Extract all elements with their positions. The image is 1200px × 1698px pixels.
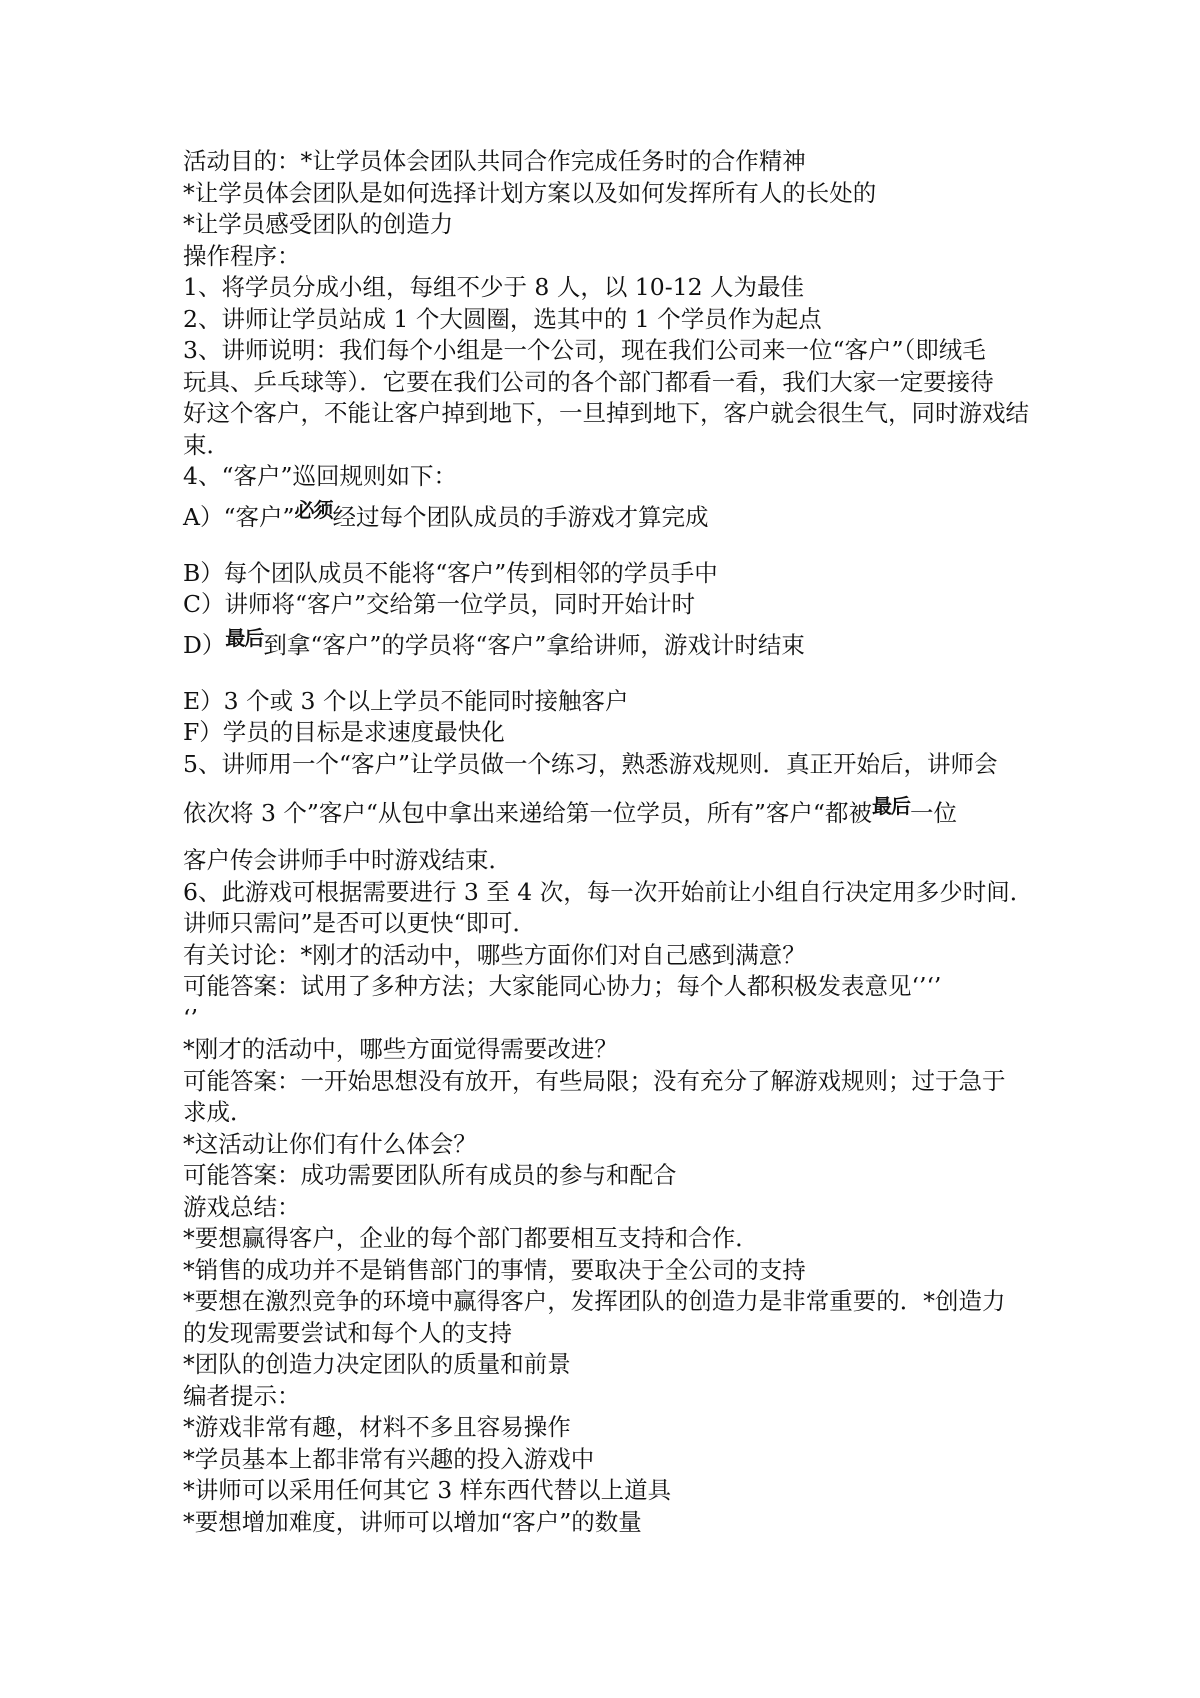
text-line: 活动目的：*让学员体会团队共同合作完成任务时的合作精神 <box>183 147 806 175</box>
text-line: *要想赢得客户，企业的每个部门都要相互支持和合作． <box>183 1224 759 1252</box>
text-line: *团队的创造力决定团队的质量和前景 <box>183 1350 571 1378</box>
text-line: *这活动让你们有什么体会？ <box>183 1129 477 1158</box>
text-line: *游戏非常有趣，材料不多且容易操作 <box>183 1413 571 1441</box>
text-line: *刚才的活动中，哪些方面觉得需要改进？ <box>183 1035 618 1063</box>
text-line: 操作程序： <box>183 241 301 270</box>
text-line: 6、此游戏可根据需要进行 3 至 4 次，每一次开始前让小组自行决定用多少时间． <box>183 877 1034 906</box>
rule-a-prefix: A）“客户” <box>183 502 295 531</box>
text-line: 4、“客户”巡回规则如下： <box>183 462 457 490</box>
text-line: 1、将学员分成小组，每组不少于 8 人，以 10-12 人为最佳 <box>183 273 805 301</box>
inline-image-text: 最后 <box>225 625 264 650</box>
text-line: 可能答案：成功需要团队所有成员的参与和配合 <box>183 1161 677 1189</box>
spacer <box>183 542 1043 558</box>
text-line: 求成． <box>183 1098 254 1126</box>
step-5-line <box>183 790 1043 837</box>
rule-a-text: 经过每个团队成员的手游戏才算完成 <box>332 502 709 531</box>
rule-b: B）每个团队成员不能将“客户”传到相邻的学员手中 <box>183 558 718 587</box>
text-line: *学员基本上都非常有兴趣的投入游戏中 <box>183 1444 595 1473</box>
text-line: 2、讲师让学员站成 1 个大圆圈，选其中的 1 个学员作为起点 <box>183 304 822 333</box>
text-line: 好这个客户，不能让客户掉到地下，一旦掉到地下，客户就会很生气，同时游戏结 <box>183 399 1029 427</box>
step-5-line: 客户传会讲师手中时游戏结束． <box>183 846 512 874</box>
text-line: *销售的成功并不是销售部门的事情，要取决于全公司的支持 <box>183 1255 806 1284</box>
text-line: *要想在激烈竞争的环境中赢得客户，发挥团队的创造力是非常重要的．*创造力 <box>183 1287 1006 1315</box>
step-5-line: 5、讲师用一个“客户”让学员做一个练习，熟悉游戏规则．真正开始后，讲师会 <box>183 749 998 778</box>
text-line: 玩具、乒乓球等）．它要在我们公司的各个部门都看一看，我们大家一定要接待 <box>183 367 994 396</box>
document-page <box>183 146 1043 1538</box>
rule-a <box>183 493 1043 542</box>
spacer <box>183 670 1043 686</box>
step-5-text: 依次将 3 个”客户“从包中拿出来递给第一位学员，所有”客户“都被 <box>183 799 872 827</box>
text-line: 有关讨论：*刚才的活动中，哪些方面你们对自己感到满意？ <box>183 940 806 969</box>
text-line: 讲师只需问”是否可以更快“即可． <box>183 909 537 937</box>
rule-c: C）讲师将“客户”交给第一位学员，同时开始计时 <box>183 590 696 618</box>
inline-image-text: 必须 <box>294 497 333 522</box>
text-line: 的发现需要尝试和每个人的支持 <box>183 1318 512 1347</box>
rule-d <box>183 621 1043 670</box>
text-line: *让学员感受团队的创造力 <box>183 210 454 238</box>
rule-e: E）3 个或 3 个以上学员不能同时接触客户 <box>183 686 629 715</box>
inline-image-text: 最后 <box>871 794 910 818</box>
text-line: ‘’ <box>183 1003 198 1032</box>
rule-d-text: 到拿“客户”的学员将“客户”拿给讲师，游戏计时结束 <box>263 630 805 659</box>
text-line: 3、讲师说明：我们每个小组是一个公司，现在我们公司来一位“客户”（即绒毛 <box>183 336 986 364</box>
text-line: 游戏总结： <box>183 1192 301 1221</box>
step-5-text: 一位 <box>909 799 957 827</box>
rule-d-prefix: D） <box>183 630 226 659</box>
text-line: 可能答案：试用了多种方法；大家能同心协力；每个人都积极发表意见‘’‘’ <box>183 972 942 1000</box>
text-line: 可能答案：一开始思想没有放开，有些局限；没有充分了解游戏规则；过于急于 <box>183 1066 1006 1095</box>
rule-f: F）学员的目标是求速度最快化 <box>183 718 505 746</box>
text-line: *讲师可以采用任何其它 3 样东西代替以上道具 <box>183 1476 672 1504</box>
text-line: 束． <box>183 430 230 459</box>
text-line: 编者提示： <box>183 1381 301 1410</box>
text-line: *让学员体会团队是如何选择计划方案以及如何发挥所有人的长处的 <box>183 178 877 207</box>
text-line: *要想增加难度，讲师可以增加“客户”的数量 <box>183 1507 642 1536</box>
